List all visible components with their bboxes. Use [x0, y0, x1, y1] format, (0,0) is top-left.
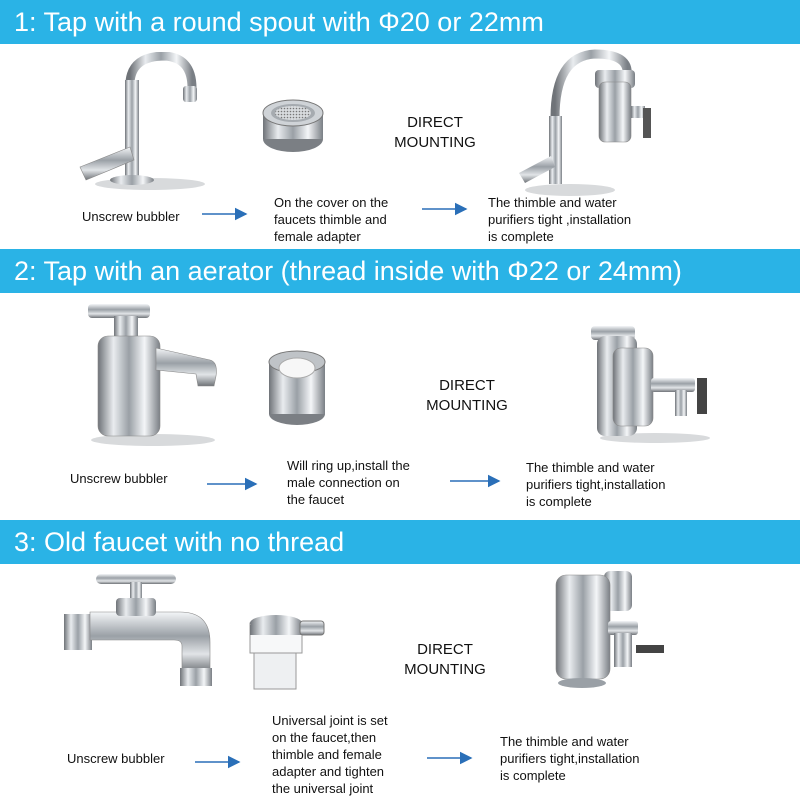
- aerator-image: [256, 95, 331, 155]
- universal-joint-image: [240, 603, 330, 693]
- right-arrow-icon: [200, 207, 250, 221]
- section-1-title: 1: Tap with a round spout with Φ20 or 22mm: [0, 0, 800, 44]
- right-arrow-icon: [193, 755, 243, 769]
- direct-mounting-label: DIRECT MOUNTING: [394, 114, 476, 151]
- adapter-image: [262, 348, 332, 428]
- section-1-step-1: Unscrew bubbler: [82, 209, 180, 224]
- section-2-title: 2: Tap with an aerator (thread inside with Φ22 or 24mm): [0, 249, 800, 293]
- direct-mounting-label: DIRECT MOUNTING: [404, 641, 486, 678]
- right-arrow-icon: [420, 202, 470, 216]
- section-1-step-3: The thimble and water purifiers tight ,installation is complete: [488, 195, 632, 244]
- section-3-step-3: The thimble and water purifiers tight,installation is complete: [500, 734, 640, 783]
- section-2-step-2: Will ring up,install the male connection on the faucet: [287, 458, 410, 507]
- section-3-step-1: Unscrew bubbler: [67, 751, 165, 766]
- gooseneck-faucet-image: [70, 52, 220, 192]
- basin-faucet-image: [78, 300, 228, 448]
- water-filter-image: [552, 565, 672, 700]
- section-1-step-2: On the cover on the faucets thimble and female adapter: [274, 195, 389, 244]
- section-3-title: 3: Old faucet with no thread: [0, 520, 800, 564]
- old-tap-image: [60, 568, 220, 696]
- right-arrow-icon: [205, 477, 260, 491]
- section-3-step-2: Universal joint is set on the faucet,then thimble and female adapter and tighten the universal joint: [272, 713, 388, 796]
- water-filter-image: [585, 322, 725, 444]
- right-arrow-icon: [425, 751, 475, 765]
- water-filter-image: [515, 48, 675, 198]
- direct-mounting-label: DIRECT MOUNTING: [426, 377, 508, 414]
- right-arrow-icon: [448, 474, 503, 488]
- section-2-step-1: Unscrew bubbler: [70, 471, 168, 486]
- section-2-step-3: The thimble and water purifiers tight,installation is complete: [526, 460, 666, 509]
